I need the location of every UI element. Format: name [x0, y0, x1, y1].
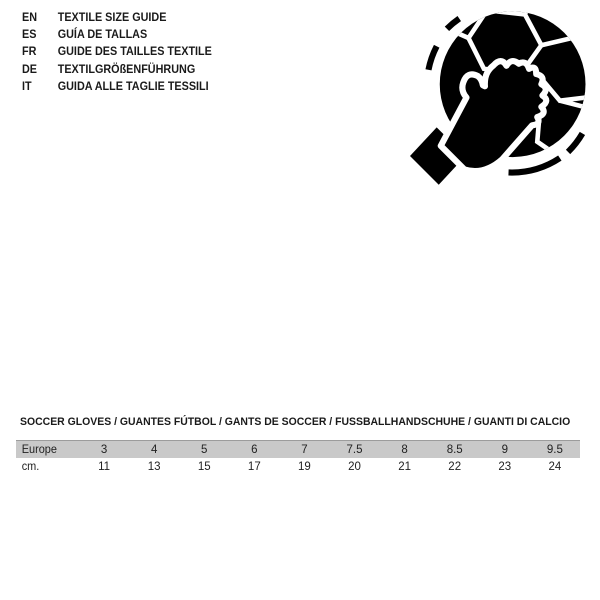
- language-row: [22, 27, 212, 44]
- cm-value: 24: [548, 461, 562, 473]
- size-table-header-row: [16, 441, 580, 458]
- cm-value: 19: [298, 461, 311, 473]
- language-row: [22, 79, 212, 96]
- cm-value: 22: [448, 461, 462, 473]
- language-label: GUIDE DES TAILLES TEXTILE: [57, 46, 212, 59]
- cm-value: 23: [498, 461, 512, 473]
- cm-value: 17: [247, 461, 261, 473]
- language-code: FR: [22, 46, 37, 59]
- size-table: [16, 440, 580, 476]
- language-label: TEXTILGRÖßENFÜHRUNG: [57, 63, 196, 76]
- size-value: 3: [100, 443, 108, 456]
- cm-value: 11: [98, 461, 111, 473]
- cm-value: 20: [348, 461, 361, 473]
- language-label: GUIDA ALLE TAGLIE TESSILI: [57, 80, 209, 93]
- size-value: 9.5: [546, 443, 563, 456]
- goalkeeper-glove-soccer-ball-icon: [410, 0, 600, 193]
- language-code: IT: [22, 80, 32, 93]
- language-code: ES: [22, 29, 37, 42]
- language-row: [22, 44, 212, 61]
- size-table-title: SOCCER GLOVES / GUANTES FÚTBOL / GANTS DE SOCCER / FUSSBALLHANDSCHUHE / GUANTI DI CALCIO: [20, 416, 571, 428]
- size-value: 6: [251, 443, 258, 456]
- size-value: 9: [501, 443, 508, 456]
- size-value: 7.5: [346, 443, 363, 456]
- language-label: GUÍA DE TALLAS: [57, 29, 148, 42]
- language-row: [22, 62, 212, 79]
- cm-value: 13: [147, 461, 161, 473]
- language-guide-list: [22, 10, 212, 96]
- size-table-cm-row: [16, 458, 580, 476]
- cm-value: 15: [197, 461, 211, 473]
- language-code: EN: [22, 12, 38, 24]
- size-value: 5: [201, 443, 208, 456]
- language-label: TEXTILE SIZE GUIDE: [57, 12, 167, 24]
- language-code: DE: [22, 63, 38, 76]
- row-label-europe: Europe: [21, 443, 57, 456]
- language-row: [22, 10, 212, 27]
- size-value: 7: [301, 443, 308, 456]
- size-value: 4: [150, 443, 158, 456]
- size-value: 8.5: [446, 443, 463, 456]
- row-label-cm: cm.: [21, 461, 40, 473]
- cm-value: 21: [398, 461, 411, 473]
- size-value: 8: [401, 443, 408, 456]
